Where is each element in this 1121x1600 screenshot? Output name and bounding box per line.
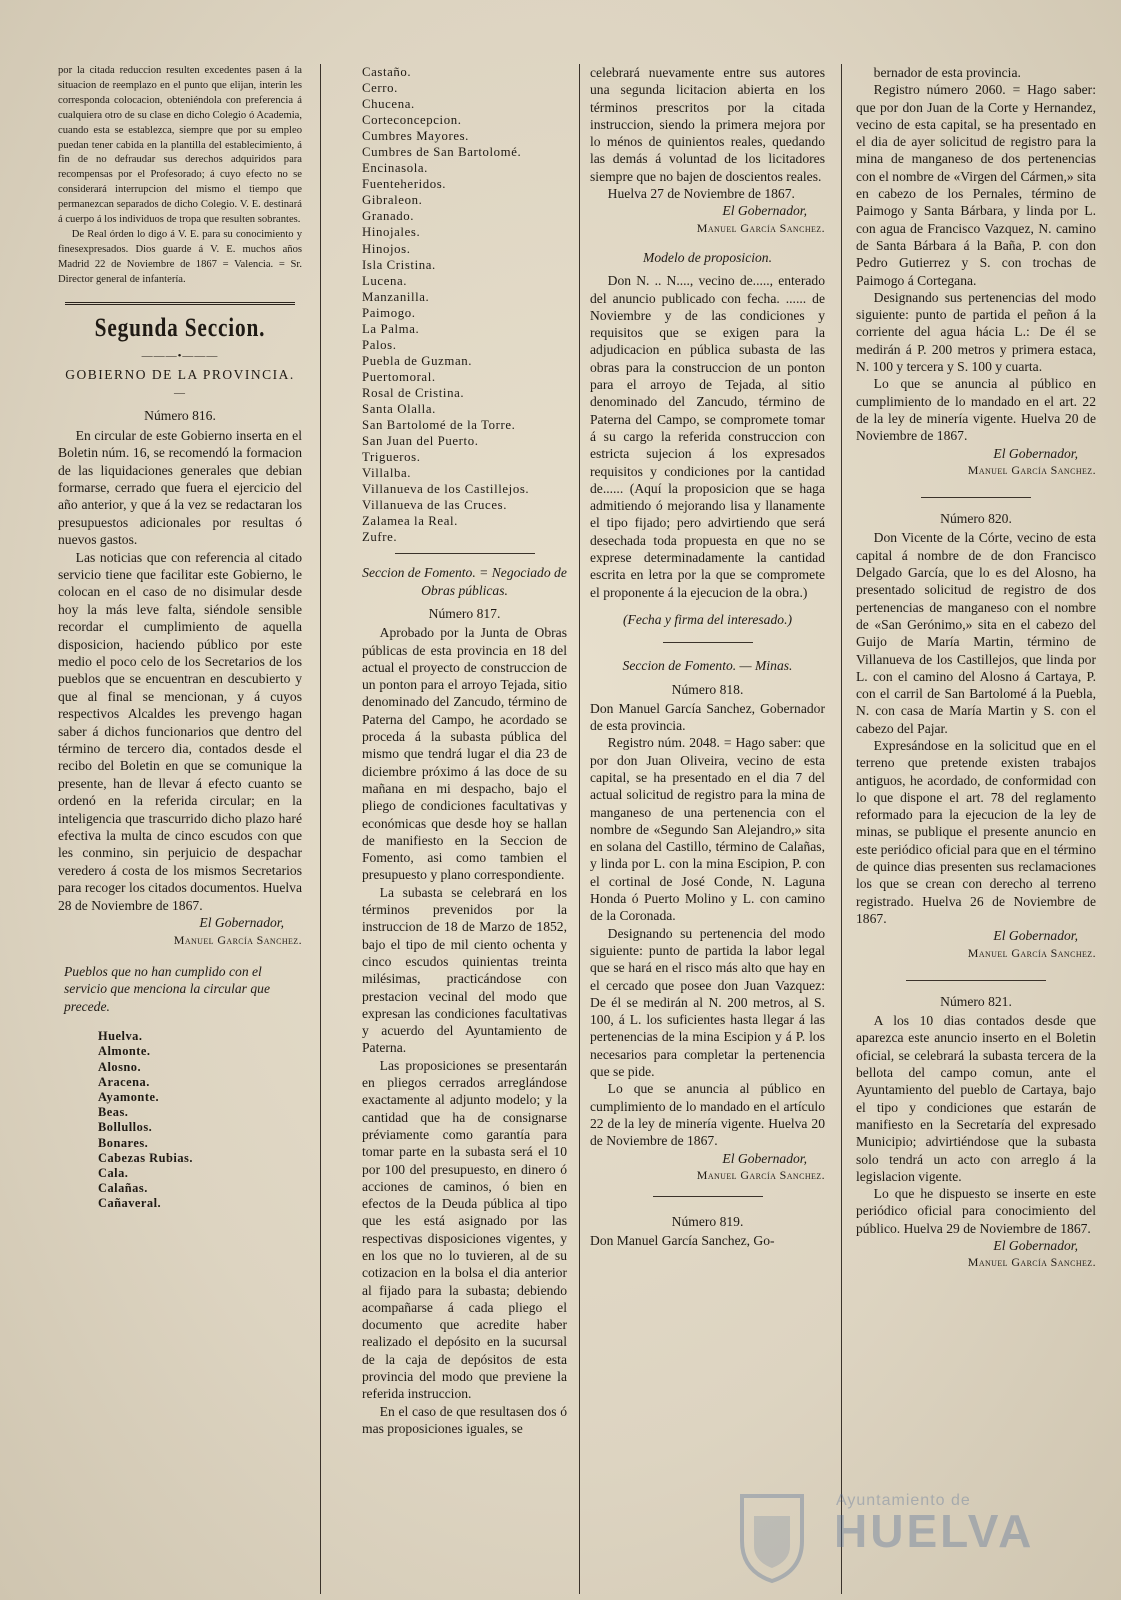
signature-title: El Gobernador,	[993, 1238, 1078, 1253]
signature-title: El Gobernador,	[722, 203, 807, 219]
town-item: Hinojales.	[362, 225, 421, 240]
ornament-divider: ———•———	[141, 349, 219, 362]
town-item: Castaño.	[362, 65, 412, 79]
divider	[395, 553, 535, 554]
signature-name: Manuel García Sanchez.	[696, 1167, 825, 1182]
ornament-divider: —	[174, 387, 186, 400]
town-item: Isla Cristina.	[362, 257, 436, 272]
signature-name: Manuel García Sanchez.	[967, 1255, 1096, 1270]
notice-821-paragraph: Lo que he dispuesto se inserte en este periódico oficial para conocimiento del público. Huelva 29 de Noviembre de 1867.	[856, 1186, 1096, 1236]
signature-title: El Gobernador,	[199, 915, 284, 931]
notice-816-paragraph: En circular de este Gobierno inserta en el Boletin núm. 16, se recomendó la formacion de las liquidaciones generales que debian formarse, cerrado que fuera el ejercicio del año anterior, y que á la vez se redactaran los presupuestos adicionales por resultas ó nuevos gastos.	[58, 427, 302, 548]
divider	[663, 642, 753, 643]
divider	[921, 497, 1031, 498]
town-item: Trigueros.	[362, 450, 421, 465]
section-divider	[65, 302, 295, 305]
modelo-text: Don N. .. N...., vecino de....., enterado del anuncio publicado con fecha. ...... de Noviembre y de las condiciones y requisitos que se exigen para la adjudicacion en pública subasta de las obras para la construccion de un ponton para el arroyo de Tejada, al sitio denominado del Zancudo, término de Paterna del Campo, se compromete tomar á su cargo la referida construccion con estricta sujecion á los expresados requisitos y condiciones por la cantidad de...... (Aquí la proposicion que se haga admitiendo ó mejorando lisa y llanamente el tipo fijado; pero advirtiendo que será desechada toda propuesta en que no se exprese determinadamente la cantidad escrita en letra por la que se compromete el proponente á la ejecucion de la obra.)	[590, 273, 825, 600]
town-item: Cumbres de San Bartolomé.	[362, 145, 522, 160]
government-title: GOBIERNO DE LA PROVINCIA.	[65, 366, 295, 382]
notice-817-paragraph: Las proposiciones se presentarán en pliegos cerrados arreglándose exactamente al adjunto modelo; y la cantidad que ha de consignarse préviamente como garantía para tomar parte en la subasta será el 10 por 100 del presupuesto, en dinero ó acciones de caminos, ó bien en efectos de la Deuda pública al tipo que les está asignado por las respectivas disposiciones vigentes, y en los que no lo tuvieren, al de su cotizacion en la bolsa el dia anterior al fijado para la subasta; debiendo acompañarse á cada pliego el documento que acredite haber realizado el depósito en la sucursal de la caja de depósitos de esta provincia del modo que previene la referida instruccion.	[362, 1057, 567, 1402]
town-item: Cumbres Mayores.	[362, 129, 469, 144]
town-item: Bonares.	[98, 1135, 149, 1150]
signature-name: Manuel García Sanchez.	[696, 220, 825, 235]
town-item: Almonte.	[98, 1044, 151, 1059]
signature-title: El Gobernador,	[722, 1150, 807, 1166]
minas-heading: Seccion de Fomento. — Minas.	[622, 658, 793, 674]
town-item: Villalba.	[362, 466, 412, 481]
town-item: Lucena.	[362, 273, 408, 288]
notice-819-paragraph: Designando sus pertenencias del modo siguiente: punto de partida el peñon á la corriente del agua hácia L.: De él se medirán á P. 200 metros y primera estaca, N. 100 y tercera y S. 100 y cuarta.	[856, 289, 1096, 375]
town-item: La Palma.	[362, 321, 420, 336]
town-item: Manzanilla.	[362, 289, 430, 304]
column-3	[590, 64, 825, 1594]
notice-819-paragraph: Don Manuel García Sanchez, Go-	[590, 1233, 775, 1249]
divider	[906, 980, 1046, 981]
modelo-heading: Modelo de proposicion.	[643, 249, 772, 265]
town-item: Huelva.	[98, 1029, 143, 1044]
town-item: Santa Olalla.	[362, 401, 436, 416]
column-2	[362, 64, 567, 1594]
town-item: Granado.	[362, 209, 415, 224]
notice-817-continued: celebrará nuevamente entre sus autores una segunda licitacion abierta en los términos prescritos por la citada instruccion, siendo la primera mejora por lo ménos de quinientos reales, quedando las demás á voluntad de los licitadores siempre que no bajen de doscientos reales.	[590, 65, 825, 184]
watermark-big-text: HUELVA	[834, 1505, 1035, 1557]
town-item: Alosno.	[98, 1059, 142, 1074]
column-rule	[579, 64, 580, 1594]
column-4	[856, 64, 1096, 1594]
town-list-2	[362, 64, 567, 545]
notice-817-paragraph: En el caso de que resultasen dos ó mas proposiciones iguales, se	[362, 1403, 567, 1436]
notice-818-paragraph: Don Manuel García Sanchez, Gobernador de esta provincia.	[590, 700, 825, 734]
town-item: Aracena.	[98, 1074, 150, 1089]
town-item: Encinasola.	[362, 161, 428, 176]
notice-817-paragraph: La subasta se celebrará en los términos prevenidos por la instruccion de 18 de Marzo de 1852, bajo el tipo de mil ciento ochenta y cinco escudos quinientas treinta milésimas, practicándose con prestacion vecinal del modo que expresan las condiciones facultativas y acuerdo del Ayuntamiento de Paterna.	[362, 884, 567, 1056]
notice-number-819: Número 819.	[671, 1214, 744, 1230]
column-rule	[841, 64, 842, 1594]
notice-816-paragraph: Las noticias que con referencia al citado servicio tiene que facilitar este Gobierno, le colocan en el caso de no disimular desde hoy la más leve falta, siéndole sensible recordar el cumplimiento de aquella disposicion, haciendo público por este medio el poco celo de los Secretarios de los pueblos que se encuentran en descubierto y que al final se mencionan, y á cuyos respectivos Alcaldes les prevengo hagan saber á dichos funcionarios que dentro del término de tercero dia, contados desde el recibo del Boletin en que se comunique la presente, han de llevar á efecto cuanto se ordenó en la referida circular; en la inteligencia que trascurrido dicho plazo haré efectiva la multa de cinco escudos con que les conmino, sin perjuicio de despachar veredero á costa de los mismos Secretarios para recoger los citados documentos. Huelva 28 de Noviembre de 1867.	[58, 549, 302, 913]
notice-number-817: Número 817.	[428, 606, 501, 621]
signature-title: El Gobernador,	[993, 928, 1078, 944]
town-item: Puebla de Guzman.	[362, 353, 473, 368]
notice-819-continued: bernador de esta provincia.	[873, 65, 1021, 80]
town-item: San Juan del Puerto.	[362, 434, 479, 449]
signature-name: Manuel García Sanchez.	[173, 932, 302, 947]
town-item: Palos.	[362, 337, 397, 352]
town-item: Calañas.	[98, 1181, 148, 1196]
town-item: Villanueva de los Castillejos.	[362, 482, 530, 497]
column-1	[58, 64, 302, 1594]
town-item: Ayamonte.	[98, 1089, 160, 1104]
town-item: Zalamea la Real.	[362, 514, 458, 529]
town-item: Corteconcepcion.	[362, 113, 462, 128]
notice-820-paragraph: Expresándose en la solicitud que en el terreno que pretende existen trabajos antiguos, he acordado, de conformidad con lo que dispone el art. 78 del reglamento reformado para la ejecucion de la ley de minas, se publique el presente anuncio en este periódico oficial para que en el término de quince dias presenten sus reclamaciones los que se crean con derecho al terreno registrado. Huelva 26 de Noviembre de 1867.	[856, 737, 1096, 926]
notice-817-paragraph: Aprobado por la Junta de Obras públicas de esta provincia en 18 del actual el proyecto de construccion de un ponton para el arroyo Tejada, sitio denominado del Zancudo, término de Paterna del Campo, he acordado se proceda á la subasta pública del mismo que tendrá lugar el dia 23 de diciembre próximo á las doce de su mañana en mi despacho, bajo el pliego de condiciones facultativas y económicas que desde hoy se hallan de manifiesto en la Seccion de Fomento, asi como tambien el presupuesto y plano correspondiente.	[362, 625, 567, 883]
signature-name: Manuel García Sanchez.	[967, 945, 1096, 960]
watermark-small-text: Ayuntamiento de	[836, 1492, 971, 1509]
notice-number-821: Número 821.	[940, 993, 1012, 1009]
signature-title: El Gobernador,	[993, 445, 1078, 461]
town-item: Hinojos.	[362, 241, 411, 256]
notice-821-paragraph: A los 10 dias contados desde que aparezca este anuncio inserto en el Boletin oficial, se celebrará la subasta tercera de la bellota del campo comun, ante el Ayuntamiento del pueblo de Cartaya, bajo el tipo y condiciones que estarán de manifiesto en la Secretaría del expresado Municipio; advirtiéndose que la subasta solo tendrá un acto con arreglo á la legislacion vigente.	[856, 1013, 1096, 1184]
notice-819-paragraph: Registro número 2060. = Hago saber: que por don Juan de la Corte y Hernandez, vecino de esta capital, se ha presentado en el dia de ayer solicitud de registro para la mina de manganeso de dos pertenencias con el nombre de «Virgen del Cármen,» sita en cabezo de los Pernales, término de Paimogo y Santa Bárbara, y linda por L. con agua de Francisco Vazquez, N. camino de Santa Bárbara á la Baña, P. con don Pedro Gutierrez y S. con trochas de Paimogo á Cortegana.	[856, 82, 1096, 288]
town-item: Zufre.	[362, 530, 398, 545]
pueblos-heading: Pueblos que no han cumplido con el servicio que menciona la circular que precede.	[64, 963, 270, 1014]
notice-818-paragraph: Lo que se anuncia al público en cumplimiento de lo mandado en el artículo 22 de la ley de minería vigente. Huelva 20 de Noviembre de 1867.	[590, 1081, 825, 1149]
town-item: Rosal de Cristina.	[362, 385, 465, 400]
divider	[653, 1196, 763, 1197]
town-item: Cabezas Rubias.	[98, 1150, 193, 1165]
column-rule	[320, 64, 321, 1594]
town-item: Fuenteheridos.	[362, 177, 447, 192]
notice-number-820: Número 820.	[940, 511, 1012, 527]
section-title: Segunda Seccion.	[94, 312, 266, 342]
town-item: Bollullos.	[98, 1120, 153, 1135]
town-item: Villanueva de las Cruces.	[362, 498, 507, 513]
town-item: Paimogo.	[362, 305, 416, 320]
signature-name: Manuel García Sanchez.	[967, 462, 1096, 477]
town-item: Beas.	[98, 1105, 129, 1120]
fomento-heading: Seccion de Fomento. = Negociado de Obras públicas.	[362, 565, 567, 598]
notice-819-paragraph: Lo que se anuncia al público en cumplimiento de lo mandado en el art. 22 de la ley de minería vigente. Huelva 20 de Noviembre de 1867.	[856, 376, 1096, 444]
notice-820-paragraph: Don Vicente de la Córte, vecino de esta capital á nombre de de don Francisco Delgado García, que lo es del Alosno, ha presentado solicitud de registro de dos pertenencias de manganeso con el nombre de «San Gerónimo,» sita en el cabezo del Guijo de María Martin, término de Villanueva de los Castillejos, que linda por L. con el camino del Alosno á Cartaya, P. con el carril de San Bartolomé á la Puebla, N. con casa de María Martin y S. con el cabezo del Pajar.	[856, 530, 1096, 736]
notice-818-paragraph: Designando su pertenencia del modo siguiente: punto de partida la labor legal que se hará en el risco más alto que hay en el cercado que posee don Juan Vazquez: De él se medirán al N. 200 metros, al S. 100, á L. los suficientes hasta llegar á las pertenencias de la mina Escipion y á P. los necesarios para completar la pertenencia que se pide.	[590, 925, 825, 1080]
notice-number-816: Número 816.	[144, 408, 216, 424]
intro-text: por la citada reduccion resulten excedentes pasen á la situacion de reemplazo en el punto que elijan, interin les corresponda colocacion, obteniéndola con preferencia á cualquiera otro de su clase en dicho Colegio ó Academia, cuando esta se establezca, siempre que por su empleo puedan tener cabida en la plantilla del establecimiento, á fin de no defraudar sus derechos adquiridos para recompensas por el Profesorado; á cuyo efecto no se considerará interrupcion del mismo el tiempo que permanezcan separados de dicho Colegio. V. E. destinará á cuerpo á los individuos de tropa que resulten sobrantes.	[58, 65, 302, 226]
notice-number-818: Número 818.	[671, 681, 744, 697]
fecha-firma: (Fecha y firma del interesado.)	[623, 611, 792, 627]
town-list-1	[58, 1029, 302, 1211]
notice-818-paragraph: Registro núm. 2048. = Hago saber: que por don Juan Oliveira, vecino de esta capital, se ha presentado en el dia 7 del actual solicitud de registro para la mina de manganeso de una pertenencia con el nombre de «Segundo San Alejandro,» sita en solana del Castillo, término de Calañas, y linda por L. con la mina Escipion, P. con el cortinal de José Conde, N. Laguna Honda ó Puerto Molino y L. con camino de la Coronada.	[590, 735, 825, 924]
town-item: Cerro.	[362, 81, 398, 96]
notice-817-date: Huelva 27 de Noviembre de 1867.	[607, 186, 795, 202]
town-item: Chucena.	[362, 97, 415, 112]
royal-order-text: De Real órden lo digo á V. E. para su conocimiento y finesexpresados. Dios guarde á V. E. muchos años Madrid 22 de Noviembre de 1867 = Valencia. = Sr. Director general de infantería.	[58, 228, 302, 285]
town-item: Gibraleon.	[362, 193, 423, 208]
town-item: Cala.	[98, 1165, 129, 1180]
town-item: San Bartolomé de la Torre.	[362, 418, 516, 433]
town-item: Puertomoral.	[362, 369, 436, 384]
town-item: Cañaveral.	[98, 1196, 162, 1211]
